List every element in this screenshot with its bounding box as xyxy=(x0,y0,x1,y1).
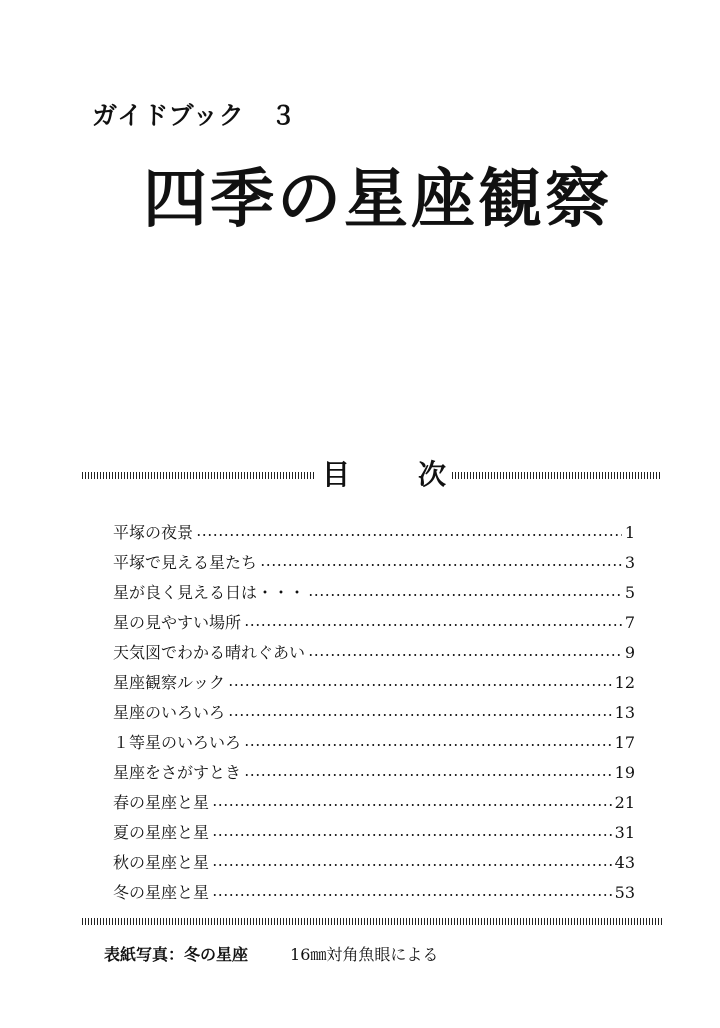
toc-item-label: 平塚の夜景 xyxy=(113,523,194,542)
toc-item-page: 12 xyxy=(614,673,635,692)
toc-header-rule-left xyxy=(82,472,314,479)
toc-leader-dots xyxy=(308,654,622,656)
toc-row[interactable] xyxy=(113,610,635,640)
toc-row[interactable] xyxy=(113,700,635,730)
toc-leader-dots xyxy=(244,744,612,746)
toc-item-page: 9 xyxy=(624,643,635,662)
toc-row[interactable] xyxy=(113,850,635,880)
toc-item-page: 7 xyxy=(624,613,635,632)
toc-leader-dots xyxy=(244,774,612,776)
toc-item-page: 53 xyxy=(614,883,635,902)
caption-label: 表紙写真：冬の星座 xyxy=(104,945,249,964)
toc-leader-dots xyxy=(212,864,612,866)
toc-leader-dots xyxy=(228,714,612,716)
toc-item-label: 星の見やすい場所 xyxy=(113,613,242,632)
toc-item-label: 夏の星座と星 xyxy=(113,823,210,842)
toc-item-page: 13 xyxy=(614,703,635,722)
toc-row[interactable] xyxy=(113,580,635,610)
toc-leader-dots xyxy=(212,804,612,806)
toc-item-page: 19 xyxy=(614,763,635,782)
toc-leader-dots xyxy=(212,834,612,836)
toc-item-page: 17 xyxy=(614,733,635,752)
toc-leader-dots xyxy=(196,534,622,536)
toc-leader-dots xyxy=(212,894,612,896)
toc-heading-right: 次 xyxy=(418,458,447,491)
toc-row[interactable] xyxy=(113,730,635,760)
toc-row[interactable] xyxy=(113,880,635,910)
toc-item-page: 21 xyxy=(614,793,635,812)
toc-header-rule-right xyxy=(452,472,662,479)
cover-caption xyxy=(104,942,438,965)
toc-leader-dots xyxy=(228,684,612,686)
page-title: 四季の星座観察 xyxy=(143,163,612,237)
toc-row[interactable] xyxy=(113,790,635,820)
caption-detail: 16㎜対角魚眼による xyxy=(290,945,439,964)
toc-heading-left: 目 xyxy=(322,458,351,491)
toc-item-page: 3 xyxy=(624,553,635,572)
toc-item-label: 秋の星座と星 xyxy=(113,853,210,872)
toc-item-label: 星座観察ルック xyxy=(113,673,226,692)
bottom-rule xyxy=(82,918,662,925)
toc-row[interactable] xyxy=(113,550,635,580)
toc-leader-dots xyxy=(308,594,622,596)
toc-item-label: 冬の星座と星 xyxy=(113,883,210,902)
series-title: ガイドブック ３ xyxy=(92,101,297,130)
toc-item-page: 43 xyxy=(614,853,635,872)
toc-header xyxy=(82,455,662,495)
toc-row[interactable] xyxy=(113,640,635,670)
toc-item-page: 5 xyxy=(624,583,635,602)
toc-leader-dots xyxy=(244,624,622,626)
toc-item-label: 星座をさがすとき xyxy=(113,763,242,782)
toc-row[interactable] xyxy=(113,670,635,700)
toc-row[interactable] xyxy=(113,820,635,850)
toc-leader-dots xyxy=(260,564,622,566)
toc-item-label: 星が良く見える日は・・・ xyxy=(113,583,306,602)
toc-row[interactable] xyxy=(113,760,635,790)
toc-item-label: 平塚で見える星たち xyxy=(113,553,258,572)
toc-item-page: 31 xyxy=(614,823,635,842)
toc-list xyxy=(113,520,635,910)
toc-item-label: 春の星座と星 xyxy=(113,793,210,812)
toc-item-label: 星座のいろいろ xyxy=(113,703,226,722)
toc-item-label: 天気図でわかる晴れぐあい xyxy=(113,643,306,662)
toc-row[interactable] xyxy=(113,520,635,550)
toc-item-page: 1 xyxy=(624,523,635,542)
toc-item-label: １等星のいろいろ xyxy=(113,733,242,752)
